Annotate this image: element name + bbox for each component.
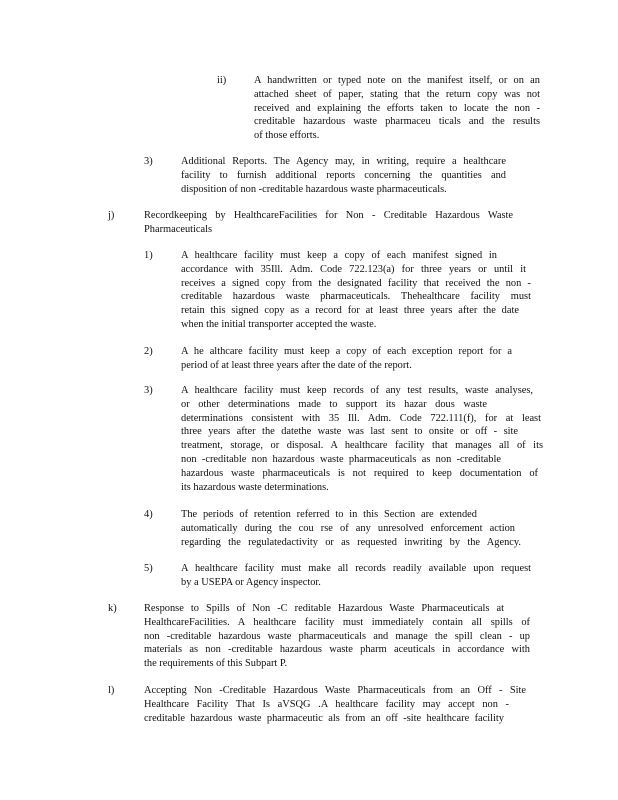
- paragraph-ii: [254, 74, 540, 143]
- text-line: non -creditable non hazardous waste pharmaceuticals as non -creditable: [181, 453, 501, 465]
- text-line: Pharmaceuticals: [144, 223, 213, 235]
- text-line: Response to Spills of Non -C reditable Hazardous Waste Pharmaceuticals at: [144, 603, 504, 614]
- paragraph-l-accepting: [144, 684, 526, 725]
- paragraph-j-5: [181, 562, 531, 590]
- item-label-j-5: 5): [144, 563, 153, 574]
- text-line: A healthcare facility must keep a copy of each manifest signed in: [181, 250, 497, 261]
- text-line: regarding the regulatedactivity or as requested inwriting by the Agency.: [181, 536, 521, 548]
- text-line: the requirements of this Subpart P.: [144, 658, 288, 670]
- text-line: HealthcareFacilities. A healthcare facility must immediately contain all spills of: [144, 616, 530, 628]
- text-line: attached sheet of paper, stating that the return copy was not: [254, 88, 540, 100]
- paragraph-j-4: [181, 508, 521, 549]
- text-line: of those efforts.: [254, 130, 320, 142]
- text-line: materials as non -creditable hazardous waste pharm aceuticals in accordance with: [144, 644, 530, 656]
- text-line: A handwritten or typed note on the manifest itself, or on an: [254, 75, 540, 86]
- text-line: three years after the datethe waste was last sent to onsite or off - site: [181, 426, 518, 438]
- text-line: its hazardous waste determinations.: [181, 481, 329, 493]
- item-label-l: l): [108, 685, 115, 696]
- text-line: creditable hazardous waste pharmaceutic als from an off -site healthcare facility: [144, 712, 504, 724]
- text-line: accordance with 35Ill. Adm. Code 722.123(a) for three years or until it: [181, 263, 526, 275]
- item-label-j: j): [108, 210, 115, 221]
- text-line: creditable hazardous waste pharmaceu ticals and the results: [254, 116, 540, 128]
- heading-recordkeeping: [144, 209, 513, 237]
- text-line: by a USEPA or Agency inspector.: [181, 576, 321, 588]
- text-line: treatment, storage, or disposal. A healthcare facility that manages all of its: [181, 440, 543, 452]
- text-line: period of at least three years after the date of the report.: [181, 359, 412, 371]
- text-line: automatically during the cou rse of any unresolved enforcement action: [181, 522, 515, 534]
- text-line: facility to furnish additional reports concerning the quantities and: [181, 169, 506, 181]
- text-line: A he althcare facility must keep a copy of each exception report for a: [181, 346, 512, 357]
- text-line: Additional Reports. The Agency may, in writing, require a healthcare: [181, 156, 506, 167]
- text-line: disposition of non -creditable hazardous waste pharmaceuticals.: [181, 183, 447, 195]
- text-line: when the initial transporter accepted the waste.: [181, 318, 377, 330]
- paragraph-additional-reports: [181, 155, 506, 196]
- item-label-j-4: 4): [144, 509, 153, 520]
- text-line: determinations consistent with 35 Ill. Adm. Code 722.111(f), for at least: [181, 412, 541, 424]
- text-line: retain this signed copy as a record for at least three years after the date: [181, 305, 519, 317]
- item-label-j-1: 1): [144, 250, 153, 261]
- text-line: creditable hazardous waste pharmaceuticals. Thehealthcare facility must: [181, 291, 531, 303]
- text-line: The periods of retention referred to in this Section are extended: [181, 509, 477, 520]
- text-line: receives a signed copy from the designated facility that received the non -: [181, 277, 531, 289]
- item-label-k: k): [108, 603, 117, 614]
- text-line: Accepting Non -Creditable Hazardous Waste Pharmaceuticals from an Off - Site: [144, 685, 526, 696]
- item-label-j-2: 2): [144, 346, 153, 357]
- paragraph-j-1: [181, 249, 531, 332]
- text-line: non -creditable hazardous waste pharmaceuticals and manage the spill clean - up: [144, 630, 530, 642]
- text-line: or other determinations made to support its hazar dous waste: [181, 398, 487, 410]
- paragraph-j-2: [181, 345, 512, 373]
- text-line: Healthcare Facility That Is aVSQG .A healthcare facility may accept non -: [144, 698, 509, 710]
- item-label-3-additional-reports: 3): [144, 156, 153, 167]
- paragraph-k-spills: [144, 602, 530, 671]
- text-line: received and explaining the efforts taken to locate the non -: [254, 102, 540, 114]
- text-line: Recordkeeping by HealthcareFacilities for Non - Creditable Hazardous Waste: [144, 210, 513, 221]
- text-line: hazardous waste pharmaceuticals is not required to keep documentation of: [181, 467, 538, 479]
- paragraph-j-3: [181, 384, 543, 494]
- text-line: A healthcare facility must keep records of any test results, waste analyses,: [181, 385, 533, 396]
- text-line: A healthcare facility must make all records readily available upon request: [181, 563, 531, 574]
- item-label-ii: ii): [217, 75, 227, 86]
- item-label-j-3: 3): [144, 385, 153, 396]
